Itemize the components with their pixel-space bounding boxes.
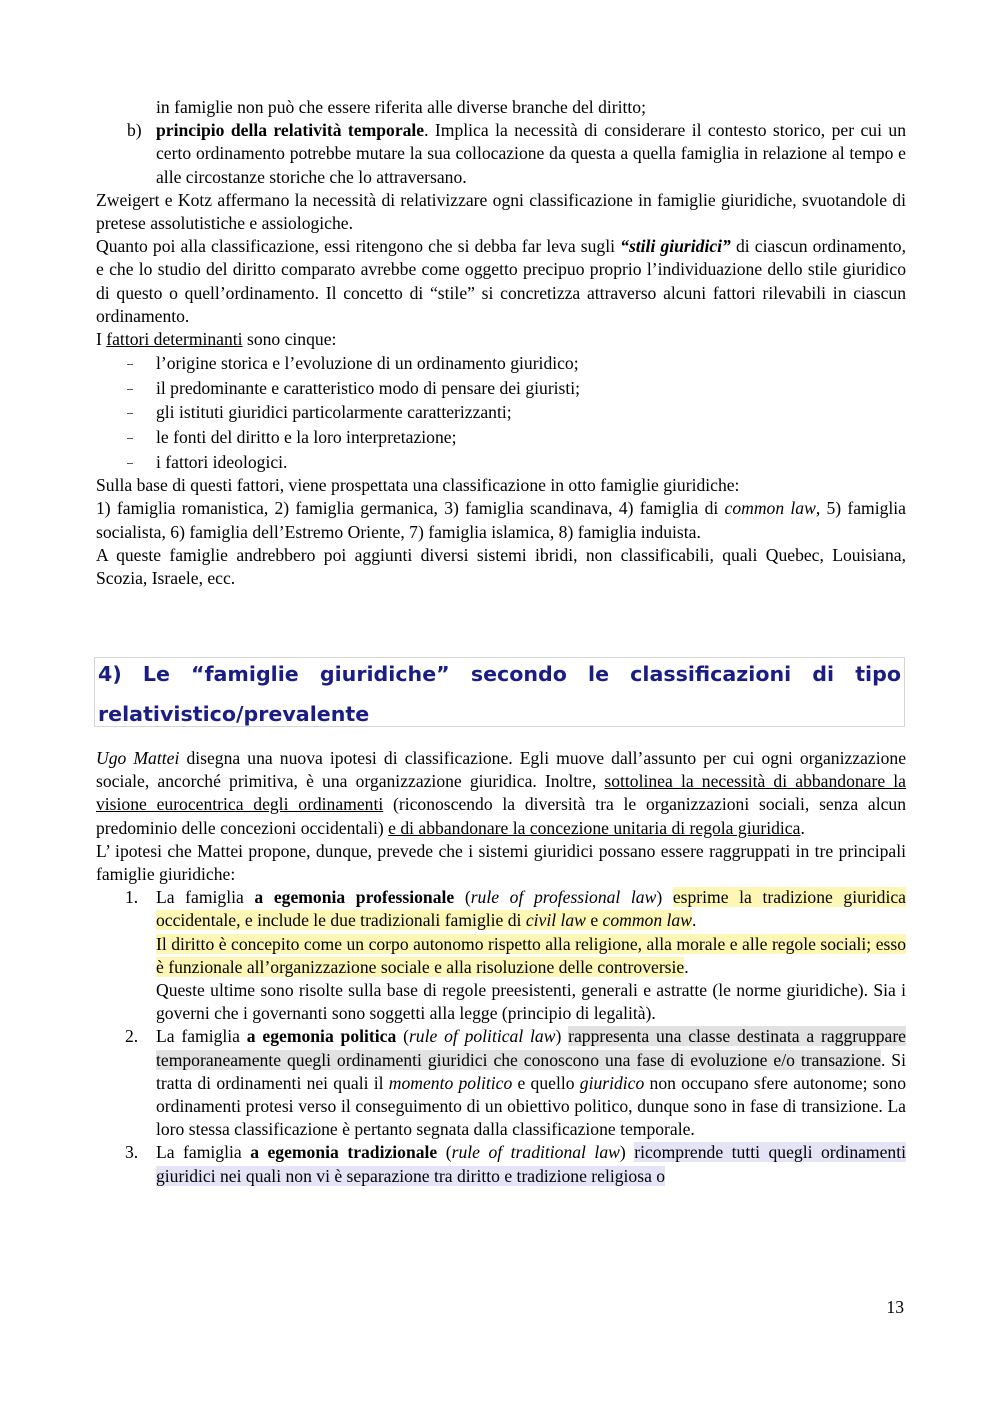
paragraph-text: . bbox=[800, 817, 805, 838]
item-text: ) bbox=[619, 1142, 635, 1163]
highlighted-text: ricomprende tutti quegli ordinamenti giuridici nei quali non vi è separazione tra diritto e tradizione religiosa o bbox=[156, 1142, 906, 1186]
list-item-text: le fonti del diritto e la loro interpretazione; bbox=[156, 427, 457, 448]
list-item bbox=[96, 425, 906, 450]
underlined-text: sottolinea la necessità di abbandonare la visione eurocentrica degli ordinamenti bbox=[96, 771, 906, 815]
paragraph-text: di ciascun ordinamento, e che lo studio del diritto comparato avrebbe come oggetto precipuo proprio l’individuazione dello stile giuridico di questo o quell’ordinamento. Il concetto di “stile” si concretizza attraverso alcuni fattori rilevabili in ciascun ordinamento. bbox=[96, 236, 906, 326]
italic-term: momento politico bbox=[388, 1072, 513, 1093]
bold-term: a egemonia professionale bbox=[254, 887, 455, 908]
item-text: ( bbox=[396, 1026, 409, 1047]
italic-term: giuridico bbox=[579, 1072, 645, 1093]
item-text: . Si tratta di ordinamenti nei quali il bbox=[156, 1049, 906, 1093]
list-item-text: gli istituti giuridici particolarmente caratterizzanti; bbox=[156, 402, 512, 423]
list-item bbox=[96, 351, 906, 376]
paragraph-text: sono cinque: bbox=[242, 329, 337, 350]
paragraph-text: 1) famiglia romanistica, 2) famiglia germanica, 3) famiglia scandinava, 4) famiglia di bbox=[96, 498, 725, 519]
underlined-text: e di abbandonare la concezione unitaria di regola giuridica bbox=[388, 817, 801, 838]
item-text: . bbox=[691, 910, 697, 931]
section-heading-text: 4) Le “famiglie giuridiche” secondo le classificazioni di tipo relativistico/prevalente bbox=[98, 662, 901, 726]
section-body bbox=[96, 747, 906, 1188]
list-item-politica bbox=[96, 1025, 906, 1141]
paragraph-ibridi: A queste famiglie andrebbero poi aggiunti diversi sistemi ibridi, non classificabili, quali Quebec, Louisiana, Scozia, Israele, ecc. bbox=[96, 544, 906, 589]
list-item-professionale bbox=[96, 886, 906, 1025]
item-text: e quello bbox=[512, 1072, 580, 1093]
page-top-text bbox=[96, 96, 906, 590]
paragraph-famiglie bbox=[96, 497, 906, 543]
item-paragraph bbox=[156, 933, 906, 979]
item-text: e bbox=[585, 910, 603, 931]
list-number: 3. bbox=[125, 1142, 139, 1163]
highlighted-text: Il diritto è concepito come un corpo autonomo rispetto alla religione, alla morale e alle regole sociali; esso è funzionale all’organizzazione sociale e alla risoluzione delle controversie bbox=[156, 933, 906, 977]
item-text: . bbox=[684, 956, 689, 977]
page-number: 13 bbox=[886, 1297, 904, 1317]
italic-term: common law bbox=[602, 910, 692, 931]
item-text: ) bbox=[656, 887, 673, 908]
paragraph-text: disegna una nuova ipotesi di classificazione. Egli muove dall’assunto per cui ogni organizzazione sociale, ancorché primitiva, è una organizzazione giuridica. Inoltre, bbox=[96, 748, 907, 792]
emphasis-term: “stili giuridici” bbox=[620, 236, 731, 257]
item-paragraph bbox=[156, 886, 906, 932]
list-number: 1. bbox=[125, 887, 139, 908]
list-item-text: il predominante e caratteristico modo di pensare dei giuristi; bbox=[156, 377, 581, 398]
paragraph-text: (riconoscendo la diversità tra le organizzazioni sociali, senza alcun predominio delle concezioni occidentali) bbox=[96, 794, 906, 838]
item-text: non occupano sfere autonome; sono ordinamenti protesi verso il conseguimento di un obiettivo politico, dunque sono in fase di transizione. La loro stessa classificazione è pertanto segnata dalla classificazione temporale. bbox=[156, 1072, 906, 1140]
underlined-term: fattori determinanti bbox=[106, 329, 243, 350]
italic-term: civil law bbox=[525, 910, 586, 931]
paragraph-mattei bbox=[96, 747, 906, 840]
list-item-b bbox=[96, 119, 906, 189]
list-marker: b) bbox=[127, 120, 142, 141]
author-name: Ugo Mattei bbox=[96, 748, 180, 768]
paragraph-fattori bbox=[96, 328, 906, 351]
list-item-text: l’origine storica e l’evoluzione di un ordinamento giuridico; bbox=[156, 353, 579, 374]
families-list bbox=[96, 886, 906, 1188]
continued-list-line: in famiglie non può che essere riferita alle diverse branche del diritto; bbox=[156, 97, 646, 117]
paragraph-text: I bbox=[96, 329, 107, 350]
italic-term: rule of political law bbox=[408, 1026, 556, 1047]
italic-term: common law bbox=[724, 498, 816, 519]
item-text: esprime la tradizione giuridica occidentale, e include le due tradizionali famiglie di bbox=[156, 887, 906, 931]
factors-list bbox=[96, 351, 906, 474]
item-paragraph: Queste ultime sono risolte sulla base di regole preesistenti, generali e astratte (le norme giuridiche). Sia i governi che i governanti sono soggetti alla legge (principio di legalità). bbox=[156, 980, 906, 1024]
dash-bullet-icon bbox=[127, 463, 133, 464]
item-text: ( bbox=[437, 1142, 452, 1163]
item-text: La famiglia bbox=[156, 1026, 247, 1047]
italic-term: rule of traditional law bbox=[451, 1142, 620, 1163]
dash-bullet-icon bbox=[127, 413, 133, 414]
list-item-text: i fattori ideologici. bbox=[156, 451, 288, 472]
dash-bullet-icon bbox=[127, 389, 133, 390]
list-item bbox=[96, 376, 906, 401]
item-text: ( bbox=[454, 887, 471, 908]
highlighted-text: rappresenta una classe destinata a raggruppare temporaneamente quegli ordinamenti giuridici che conoscono una fase di evoluzione e/o transazione bbox=[156, 1026, 906, 1070]
paragraph-stili bbox=[96, 235, 906, 328]
item-text: La famiglia bbox=[156, 887, 255, 908]
list-item-text: . Implica la necessità di considerare il contesto storico, per cui un certo ordinamento potrebbe mutare la sua collocazione da questa a quella famiglia in relazione al tempo e alle circostanze storiche che lo attraversano. bbox=[156, 120, 906, 187]
bold-term: principio della relatività temporale bbox=[156, 120, 425, 141]
dash-bullet-icon bbox=[127, 438, 133, 439]
item-paragraph bbox=[156, 1141, 906, 1187]
bold-term: a egemonia tradizionale bbox=[250, 1142, 438, 1163]
paragraph-zweigert: Zweigert e Kotz affermano la necessità di relativizzare ogni classificazione in famiglie giuridiche, svuotandole di pretese assolutistiche e assiologiche. bbox=[96, 189, 906, 234]
list-number: 2. bbox=[125, 1026, 139, 1047]
item-text: ) bbox=[555, 1026, 569, 1047]
list-item bbox=[96, 450, 906, 475]
item-paragraph bbox=[156, 1025, 906, 1141]
paragraph-text: , 5) famiglia socialista, 6) famiglia dell’Estremo Oriente, 7) famiglia islamica, 8) famiglia induista. bbox=[96, 498, 906, 542]
item-text: La famiglia bbox=[156, 1142, 251, 1163]
paragraph-ipotesi: L’ ipotesi che Mattei propone, dunque, prevede che i sistemi giuridici possano essere raggruppati in tre principali famiglie giuridiche: bbox=[96, 840, 906, 885]
paragraph-base: Sulla base di questi fattori, viene prospettata una classificazione in otto famiglie giuridiche: bbox=[96, 475, 740, 496]
paragraph-text: Quanto poi alla classificazione, essi ritengono che si debba far leva sugli bbox=[96, 236, 621, 257]
bold-term: a egemonia politica bbox=[246, 1026, 397, 1047]
italic-term: rule of professional law bbox=[470, 887, 657, 908]
list-item bbox=[96, 400, 906, 425]
list-item-tradizionale bbox=[96, 1141, 906, 1187]
dash-bullet-icon bbox=[127, 364, 133, 365]
section-heading bbox=[94, 657, 905, 727]
